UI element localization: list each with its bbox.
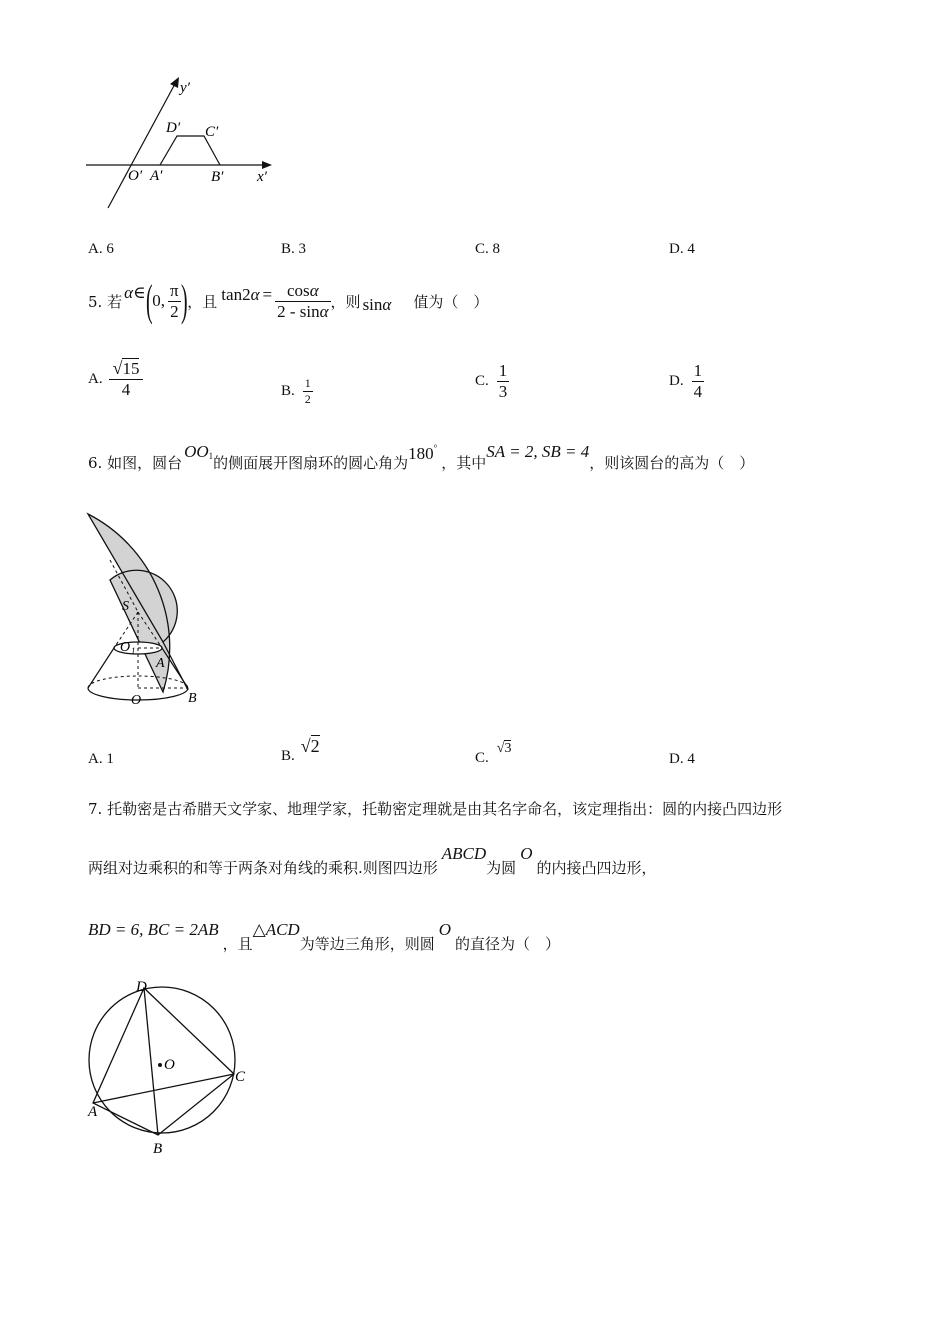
q4-option-c[interactable]: C. 8 bbox=[475, 241, 501, 257]
q5-option-d[interactable]: D. $\frac{1}{4}$ bbox=[669, 361, 703, 401]
q6-number: 6. 如图，圆台 bbox=[88, 453, 183, 472]
q4-label-y: y′ bbox=[180, 80, 190, 96]
q7-bd-bc: BD = 6, BC = 2AB bbox=[88, 920, 219, 939]
q6-label-a: A bbox=[156, 656, 165, 671]
q6-option-c[interactable]: C. √3 bbox=[475, 741, 512, 766]
q4-label-a: A′ bbox=[150, 168, 163, 184]
q7-circle-figure bbox=[80, 975, 260, 1165]
q7-label-c: C bbox=[235, 1069, 246, 1085]
q4-label-c: C′ bbox=[205, 124, 219, 140]
q4-option-a[interactable]: A. 6 bbox=[88, 241, 114, 257]
q5-then: ，则 bbox=[330, 292, 361, 311]
q6-sa-sb: SA = 2, SB = 4 bbox=[486, 442, 590, 461]
q5-and: ，且 bbox=[187, 292, 218, 311]
q7-label-b: B bbox=[153, 1141, 163, 1157]
q5-rparen: ) bbox=[180, 276, 188, 325]
q5-stem: 5. 若 α ∈ ( 0, $\frac{\pi}{2}$ ) ，且 tan2 α = $\frac{\cos\alpha}{2 - \sin\alpha}$ ，则 sin α 值为（ ） bbox=[88, 276, 489, 325]
q4-option-b[interactable]: B. 3 bbox=[281, 241, 307, 257]
q7-line3: BD = 6, BC = 2AB ，且 △ACD 为等边三角形，则圆 O 的直径为（ ） bbox=[88, 920, 561, 953]
q5-tan: tan2 bbox=[221, 285, 251, 304]
q5-lparen: ( bbox=[145, 276, 153, 325]
q5-option-c[interactable]: C. $\frac{1}{3}$ bbox=[475, 361, 508, 401]
q6-label-b: B bbox=[188, 691, 197, 706]
q7-triangle: △ACD bbox=[252, 920, 300, 939]
q6-label-o1: O bbox=[120, 640, 131, 655]
q5-tail: 值为（ ） bbox=[413, 292, 489, 311]
q6-oo1: OO bbox=[184, 442, 209, 461]
q5-alpha: α bbox=[124, 283, 134, 302]
q7-line1: 7. 托勒密是古希腊天文学家、地理学家，托勒密定理就是由其名字命名，该定理指出：圆的内接凸四边形 bbox=[88, 800, 783, 818]
q5-number: 5. 若 bbox=[88, 292, 123, 311]
q6-option-b[interactable]: B. √2 bbox=[281, 736, 320, 764]
q4-label-x: x′ bbox=[257, 169, 267, 185]
q7-label-o: O bbox=[164, 1057, 175, 1073]
q6-option-d[interactable]: D. 4 bbox=[669, 751, 695, 767]
q6-frustum-figure bbox=[80, 500, 260, 720]
q5-option-b[interactable]: B. $\frac{1}{2}$ bbox=[281, 376, 311, 406]
q6-deg: 180 bbox=[408, 444, 434, 463]
q5-fraction: $\frac{\cos\alpha}{2 - \sin\alpha}$ bbox=[277, 280, 329, 321]
q6-stem: 6. 如图，圆台 OO 1 的侧面展开图扇环的圆心角为 180 ° ，其中 SA = 2, SB = 4 ，则该圆台的高为（ ） bbox=[88, 442, 755, 472]
q6-label-s: S bbox=[122, 599, 129, 614]
q4-label-b: B′ bbox=[211, 169, 224, 185]
q6-label-o1sub: 1 bbox=[131, 646, 136, 656]
q6-text3: ，其中 bbox=[441, 453, 487, 472]
q6-label-o: O bbox=[131, 693, 142, 708]
q6-text4: ，则该圆台的高为（ ） bbox=[589, 453, 755, 472]
q6-option-a[interactable]: A. 1 bbox=[88, 751, 114, 767]
q5-in: ∈ bbox=[133, 283, 146, 302]
q5-sin: sin bbox=[362, 295, 383, 314]
q7-abcd: ABCD bbox=[441, 844, 487, 863]
q4-oblique-axes-figure bbox=[80, 70, 290, 220]
q7-label-d: D bbox=[136, 979, 147, 995]
q4-option-d[interactable]: D. 4 bbox=[669, 241, 695, 257]
q4-label-d: D′ bbox=[166, 120, 181, 136]
q5-zero: 0, bbox=[152, 291, 166, 310]
q7-label-a: A bbox=[88, 1104, 98, 1120]
q5-option-a[interactable]: A. $\frac{√15}{4}$ bbox=[88, 358, 143, 400]
q4-label-o: O′ bbox=[128, 168, 143, 184]
q6-text2: 的侧面展开图扇环的圆心角为 bbox=[213, 453, 409, 472]
q5-pi-over-2: $\frac{\pi}{2}$ bbox=[170, 280, 179, 321]
q7-line2: 两组对边乘积的和等于两条对角线的乘积.则图四边形 ABCD 为圆 O 的内接凸四边形， bbox=[88, 844, 657, 877]
